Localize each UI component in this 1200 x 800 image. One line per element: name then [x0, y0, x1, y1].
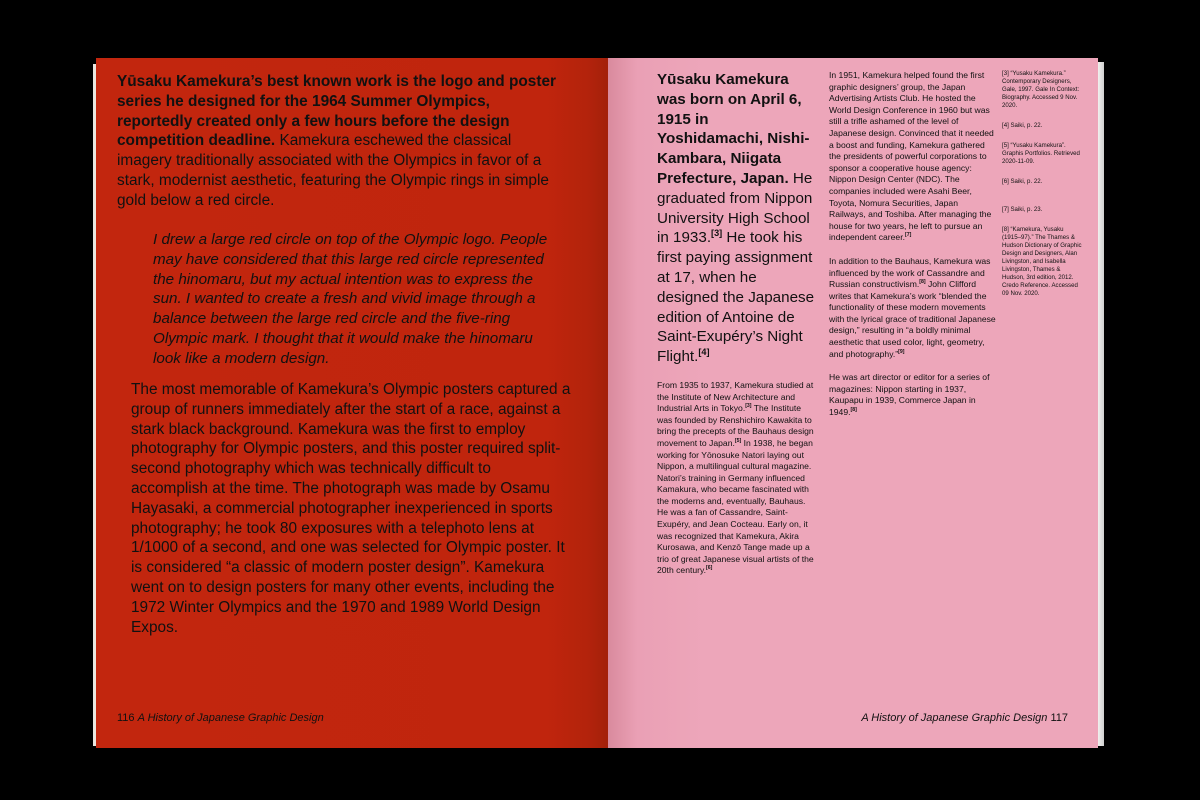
folio-left [117, 712, 324, 724]
right-page [608, 58, 1098, 748]
footnote: [4] Saiki, p. 22. [1002, 122, 1043, 129]
intro-paragraph [657, 70, 817, 367]
column-1 [657, 70, 817, 577]
col2-text-3: He was art director or editor for a series of magazines: Nippon starting in 1937, Kaupapu in 1939, Commerce Japan in 1949. [829, 372, 990, 418]
footnote: [6] Saiki, p. 22. [1002, 178, 1043, 185]
ref-7: [7] [904, 232, 912, 239]
page-number-right: 117 [1050, 712, 1068, 724]
book-spread [96, 58, 1106, 748]
ref-3: [3] [711, 228, 723, 239]
page-number-left: 116 [117, 712, 135, 724]
footnote: [3] “Yusaku Kamekura.” Contemporary Designers, Gale, 1997. Gale In Context: Biography. Accessed 9 Nov. 2020. [1002, 70, 1080, 109]
ref-8b: [8] [850, 407, 857, 414]
footnote: [5] “Yusaku Kamekura”. Graphis Portfolios. Retrieved 2020-11-09. [1002, 142, 1080, 165]
column-2-paragraph-2 [829, 256, 997, 360]
ref-5: [5] [734, 438, 742, 445]
ref-3b: [3] [745, 403, 752, 410]
running-title-left: A History of Japanese Graphic Design [137, 712, 324, 724]
column-2 [829, 70, 997, 419]
lead-paragraph [117, 72, 557, 211]
col1-text-b: The Institute was founded by Renshichiro Kawakita to bring the precepts of the Bauhaus design movement to Japan. [657, 403, 814, 448]
lead-rest: Kamekura eschewed the classical imagery traditionally associated with the Olympics in favor of a stark, modernist aesthetic, featuring the Olympic rings in simple gold below a red circle. [117, 132, 549, 209]
col1-text-a: From 1935 to 1937, Kamekura studied at the Institute of New Architecture and Industrial Arts in Tokyo. [657, 379, 814, 414]
ref-9: [9] [898, 348, 905, 355]
column-2-paragraph-3 [829, 372, 997, 418]
body-paragraph: The most memorable of Kamekura’s Olympic posters captured a group of runners immediately after the start of a race, against a stark black background. Kamekura was the first to employ photography for Olympic posters, and this poster required split-second photography which was technically difficult to accomplish at the time. The photograph was made by Osamu Hayasaki, a commercial photographer inexperienced in sports photography; he took 80 exposures with a telephoto lens at 1/1000 of a second, and one was selected for Olympic poster. It is considered “a classic of modern poster design”. Kamekura went on to design posters for many other events, including the 1972 Winter Olympics and the 1970 and 1989 World Design Expos. [131, 381, 571, 636]
ref-4: [4] [698, 347, 710, 358]
running-title-right: A History of Japanese Graphic Design [861, 712, 1048, 724]
footnote: [8] “Kamekura, Yusaku (1915–97).” The Thames & Hudson Dictionary of Graphic Design and Designers, Alan Livingston, and Isabella Livingston, Thames & Hudson, 3rd edition, 2012. Credo Reference. Accessed 09 Nov. 2020. [1002, 226, 1082, 297]
ref-8: [8] [919, 279, 926, 286]
intro-rest-b: He took his first paying assignment at 17, when he designed the Japanese edition of Antoine de Saint-Exupéry’s Night Flight. [657, 229, 815, 366]
ref-6: [6] [706, 565, 713, 572]
intro-rest-a: He graduated from Nippon University High School in 1933. [657, 169, 813, 247]
page-edge-right [1098, 62, 1104, 746]
column-2-paragraph-1 [829, 70, 997, 244]
col1-text-c: In 1938, he began working for Yōnosuke Natori laying out Nippon, a multilingual cultural magazine. Natori’s training in Germany influenced Kamakura, who became fascinated with the moderns and, eventually, Bauhaus. He was a fan of Cassandre, Saint-Exupéry, and Jean Cocteau. Early on, it was recognized that Kamekura, Akira Kurosawa, and Kenzō Tange made up a trio of great Japanese visual artists of the 20th century. [657, 437, 814, 576]
lead-bold: Yūsaku Kamekura’s best known work is the logo and poster series he designed for the 1964 Summer Olympics, reportedly created only a few hours before the design competition deadline. [117, 73, 557, 150]
col2-text-1: In 1951, Kamekura helped found the first graphic designers’ group, the Japan Advertising Artists Club. He hosted the World Design Conference in 1960 but was still a trifle ashamed of the level of Japanese design. Convinced that it needed a boost and funding, Kamekura gathered the presidents of powerful corporations to sponsor a cooperative house agency: Nippon Design Center (NDC). The companies included were Asahi Beer, Toyota, Nomura Securities, Japan Railways, and Toshiba. After managing the house for two years, he left to pursue an independent career. [829, 70, 994, 243]
left-page [96, 58, 608, 748]
block-quote: I drew a large red circle on top of the Olympic logo. People may have considered that this large red circle represented the hinomaru, but my actual intention was to express the sun. I wanted to create a fresh and vivid image through a balance between the large red circle and the five-ring Olympic mark. I thought that it would make the hinomaru look like a modern design. [153, 231, 548, 367]
col2-text-2a: In addition to the Bauhaus, Kamekura was influenced by the work of Cassandre and Russian constructivism. [829, 255, 991, 290]
col2-text-2b: John Clifford writes that Kamekura’s work “blended the functionality of these modern movements with the lyrical grace of traditional Japanese design,” resulting in “a boldly minimal aesthetic that used color, light, geometry, and photography.” [829, 279, 996, 359]
column-1-paragraph [657, 380, 817, 577]
footnotes-column [1002, 70, 1082, 310]
intro-bold: Yūsaku Kamekura was born on April 6, 1915 in Yoshidamachi, Nishi-Kambara, Niigata Prefecture, Japan. [657, 71, 810, 187]
footnote: [7] Saiki, p. 23. [1002, 206, 1043, 213]
folio-right [861, 712, 1068, 724]
